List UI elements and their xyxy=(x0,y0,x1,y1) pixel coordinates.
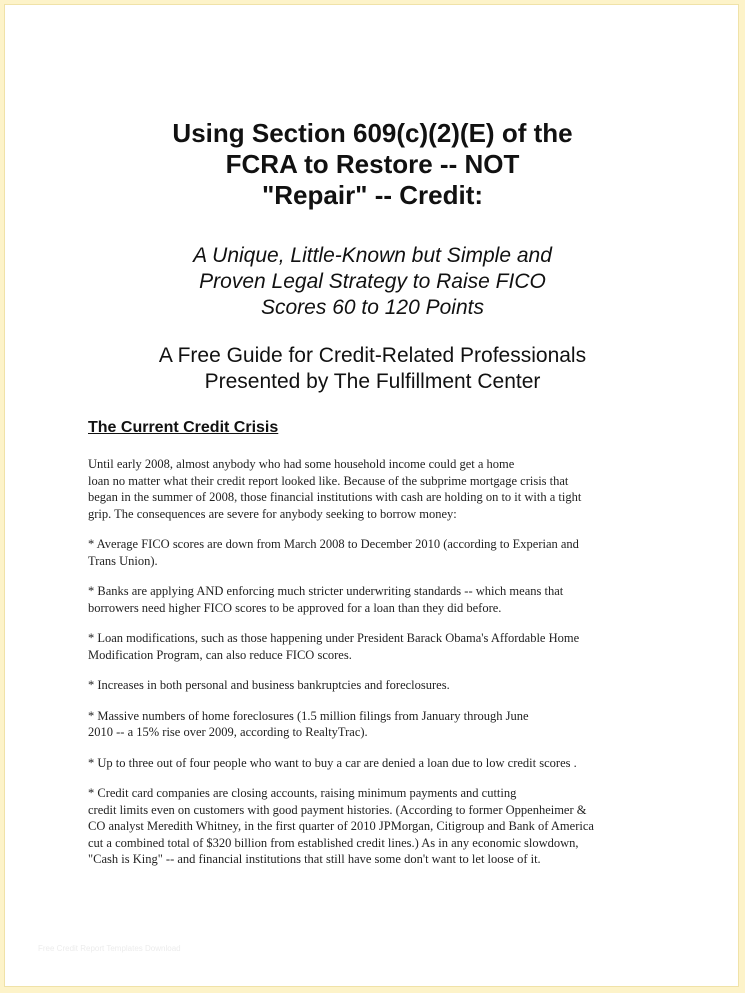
paragraph-line: credit limits even on customers with good payment histories. (According to former Oppenheimer & xyxy=(88,802,587,817)
document-title xyxy=(0,118,745,211)
paragraph xyxy=(88,785,668,868)
paragraph-line: began in the summer of 2008, those financial institutions with cash are holding on to it with a tight xyxy=(88,490,582,504)
paragraph-line: * Loan modifications, such as those happening under President Barack Obama's Affordable Home xyxy=(88,631,580,645)
paragraph xyxy=(88,677,668,694)
paragraph-line: borrowers need higher FICO scores to be approved for a loan than they did before. xyxy=(88,600,502,615)
subtitle-line: Proven Legal Strategy to Raise FICO xyxy=(199,270,546,293)
title-line: FCRA to Restore -- NOT xyxy=(225,149,520,179)
paragraph-line: 2010 -- a 15% rise over 2009, according to RealtyTrac). xyxy=(88,725,368,739)
paragraph-line: "Cash is King" -- and financial institutions that still have some don't want to let loose of it. xyxy=(88,852,541,866)
paragraph-line: Modification Program, can also reduce FICO scores. xyxy=(88,647,352,662)
paragraph-line: * Banks are applying AND enforcing much stricter underwriting standards -- which means that xyxy=(88,584,564,598)
paragraph-line: Until early 2008, almost anybody who had some household income could get a home xyxy=(88,457,515,471)
title-line: Using Section 609(c)(2)(E) of the xyxy=(172,118,573,148)
guide-line: Presented by The Fulfillment Center xyxy=(204,370,541,393)
guide-description xyxy=(0,343,745,395)
title-line: "Repair" -- Credit: xyxy=(261,180,484,210)
paragraph-line: loan no matter what their credit report looked like. Because of the subprime mortgage crisis that xyxy=(88,473,569,488)
subtitle-line: Scores 60 to 120 Points xyxy=(261,296,484,319)
document-subtitle xyxy=(0,243,745,321)
paragraph-line: * Increases in both personal and business bankruptcies and foreclosures. xyxy=(88,678,450,692)
section-heading: The Current Credit Crisis xyxy=(88,419,279,436)
paragraph xyxy=(88,456,668,522)
paragraph xyxy=(88,583,668,616)
paragraph xyxy=(88,536,668,569)
paragraph xyxy=(88,755,668,772)
paragraph xyxy=(88,708,668,741)
paragraph-line: * Average FICO scores are down from March 2008 to December 2010 (according to Experian and xyxy=(88,537,579,551)
subtitle-line: A Unique, Little-Known but Simple and xyxy=(193,244,552,267)
paragraph xyxy=(88,630,668,663)
guide-line: A Free Guide for Credit-Related Professionals xyxy=(158,344,587,367)
paragraph-line: cut a combined total of $320 billion from established credit lines.) As in any economic slowdown, xyxy=(88,835,579,850)
body-text xyxy=(88,456,668,882)
footer-watermark: Free Credit Report Templates Download xyxy=(38,944,181,953)
paragraph-line: CO analyst Meredith Whitney, in the first quarter of 2010 JPMorgan, Citigroup and Bank of America xyxy=(88,819,594,833)
paragraph-line: * Massive numbers of home foreclosures (1.5 million filings from January through June xyxy=(88,708,529,723)
paragraph-line: * Up to three out of four people who want to buy a car are denied a loan due to low credit scores . xyxy=(88,755,577,770)
paragraph-line: * Credit card companies are closing accounts, raising minimum payments and cutting xyxy=(88,786,517,800)
paragraph-line: grip. The consequences are severe for anybody seeking to borrow money: xyxy=(88,506,457,521)
paragraph-line: Trans Union). xyxy=(88,553,158,568)
